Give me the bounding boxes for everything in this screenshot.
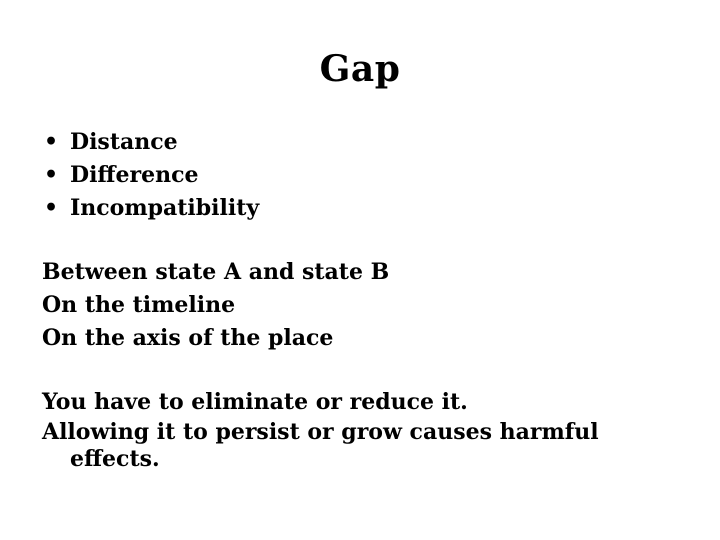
conclusion-paragraph bbox=[42, 386, 640, 473]
text-line: On the axis of the place bbox=[42, 325, 334, 351]
bullet-item: • Difference bbox=[42, 159, 259, 192]
state-paragraph bbox=[42, 256, 389, 355]
text-line: Between state A and state B bbox=[42, 259, 390, 285]
slide-title: Gap bbox=[319, 48, 401, 90]
bullet-item: • Incompatibility bbox=[42, 192, 259, 225]
text-line: Allowing it to persist or grow causes harmful effects. bbox=[42, 419, 599, 472]
bullet-list bbox=[42, 126, 259, 225]
text-line: You have to eliminate or reduce it. bbox=[42, 389, 468, 415]
bullet-item: • Distance bbox=[42, 126, 259, 159]
text-line: On the timeline bbox=[42, 292, 236, 318]
